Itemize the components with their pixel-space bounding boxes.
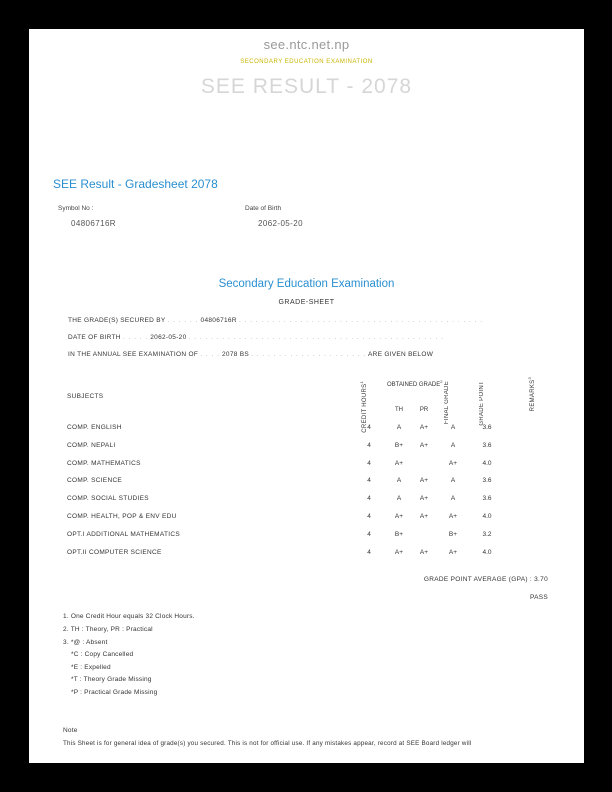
th-grade-cell: A+ (394, 459, 404, 467)
header-credit-hours: CREDIT HOURS$^1$ (359, 381, 368, 433)
header-remarks: REMARKS$^3$ (527, 377, 536, 412)
credit-cell: 4 (367, 441, 371, 449)
final-grade-cell: A (450, 477, 456, 485)
note-practical-missing: *P : Practical Grade Missing (71, 689, 158, 696)
sheet-title: GRADE-SHEET (278, 299, 335, 306)
exam-caption: SECONDARY EDUCATION EXAMINATION (240, 59, 373, 65)
subject-cell: OPT.II COMPUTER SCIENCE (67, 548, 162, 556)
subject-cell: COMP. SCIENCE (67, 477, 123, 485)
dob-value: 2062-05-20 (258, 219, 303, 228)
grade-point-cell: 3.6 (482, 424, 492, 431)
note-copy-cancelled: *C : Copy Cancelled (71, 651, 134, 658)
credit-cell: 4 (367, 530, 371, 538)
th-grade-cell: B+ (394, 441, 404, 449)
note-credit-hour: 1. One Credit Hour equals 32 Clock Hours. (63, 613, 195, 620)
dob-line-label: DATE OF BIRTH (68, 334, 121, 341)
symbol-label: Symbol No : (58, 205, 94, 212)
gradesheet-page (29, 29, 584, 763)
final-grade-cell: A (450, 424, 456, 431)
dob-line: DATE OF BIRTH . . . . . 2062-05-20 . . . . . . . . . . . . . . . . . . . . . . . . . . . . . . . . . . . . . . . . . . . . . . (68, 334, 444, 341)
grade-point-cell: 4.0 (482, 459, 492, 467)
th-grade-cell: A (396, 477, 402, 485)
exam-year-label: IN THE ANNUAL SEE EXAMINATION OF (68, 351, 199, 358)
secured-by-value: 04806716R (200, 317, 237, 324)
note-label: Note (63, 727, 78, 734)
subject-cell: OPT.I ADDITIONAL MATHEMATICS (67, 530, 181, 538)
dob-line-value: 2062-05-20 (150, 334, 187, 341)
subject-cell: COMP. MATHEMATICS (67, 459, 141, 467)
th-grade-cell: A (396, 424, 402, 431)
gradesheet-title: SEE Result - Gradesheet 2078 (53, 177, 218, 191)
credit-cell: 4 (367, 548, 371, 556)
credit-cell: 4 (367, 495, 371, 503)
th-grade-cell: A+ (394, 548, 404, 556)
th-grade-cell: B+ (394, 530, 404, 538)
note-expelled: *E : Expelled (71, 664, 111, 671)
dob-label: Date of Birth (245, 205, 282, 212)
credit-cell: 4 (367, 477, 371, 485)
subject-cell: COMP. SOCIAL STUDIES (67, 495, 149, 503)
final-grade-cell: A (450, 495, 456, 503)
exam-year-value: 2078 BS (222, 351, 250, 358)
final-grade-cell: B+ (448, 530, 458, 538)
header-th: TH (395, 407, 403, 413)
subject-cell: COMP. HEALTH, POP & ENV EDU (67, 513, 177, 520)
grade-point-cell: 3.2 (482, 530, 492, 538)
pr-grade-cell: A+ (419, 424, 429, 431)
symbol-value: 04806716R (71, 219, 116, 228)
grade-point-cell: 4.0 (482, 548, 492, 556)
grade-point-cell: 3.6 (482, 441, 492, 449)
grade-point-cell: 3.6 (482, 477, 492, 485)
grade-point-cell: 3.6 (482, 495, 492, 503)
final-grade-cell: A+ (448, 513, 458, 520)
note-absent: 3. *@ : Absent (63, 639, 108, 646)
pass-status: PASS (529, 594, 548, 601)
pr-grade-cell: A+ (419, 477, 429, 485)
pr-grade-cell: A+ (419, 495, 429, 503)
th-grade-cell: A (396, 495, 402, 503)
pr-grade-cell: A+ (419, 441, 429, 449)
note-text: This Sheet is for general idea of grade(s) you secured. This is not for official use. If any mistakes appear, record at SEE Board ledger will (63, 740, 472, 747)
pr-grade-cell: A+ (419, 548, 429, 556)
exam-year-line: IN THE ANNUAL SEE EXAMINATION OF . . . . 2078 BS . . . . . . . . . . . . . . . . . . . . . ARE GIVEN BELOW (68, 351, 434, 358)
grade-point-cell: 4.0 (482, 513, 492, 520)
exam-year-tail: ARE GIVEN BELOW (367, 351, 434, 358)
header-pr: PR (419, 407, 429, 413)
note-th-pr: 2. TH : Theory, PR : Practical (63, 626, 153, 633)
credit-cell: 4 (367, 513, 371, 520)
th-grade-cell: A+ (394, 513, 404, 520)
pr-grade-cell: A+ (419, 513, 429, 520)
header-grade-point: GRADE POINT (479, 381, 485, 426)
final-grade-cell: A+ (448, 548, 458, 556)
site-name[interactable]: see.ntc.net.np (263, 37, 350, 52)
subject-cell: COMP. NEPALI (67, 441, 116, 449)
subject-cell: COMP. ENGLISH (67, 424, 122, 431)
secured-by-line: THE GRADE(S) SECURED BY . . . . . . 04806716R . . . . . . . . . . . . . . . . . . . . . . . . . . . . . . . . . . . . . . . . . . . . (68, 317, 484, 324)
header-subjects: SUBJECTS (67, 393, 104, 400)
exam-name: Secondary Education Examination (218, 278, 395, 290)
header-obtained-grade: OBTAINED GRADE$^2$ (387, 379, 443, 388)
credit-cell: 4 (367, 424, 371, 431)
gpa-summary: GRADE POINT AVERAGE (GPA) : 3.70 (423, 576, 548, 583)
note-theory-missing: *T : Theory Grade Missing (71, 676, 152, 683)
header-final-grade: FINAL GRADE (444, 381, 450, 425)
secured-by-label: THE GRADE(S) SECURED BY (68, 317, 166, 324)
final-grade-cell: A (450, 441, 456, 449)
final-grade-cell: A+ (448, 459, 458, 467)
result-title: SEE RESULT - 2078 (200, 75, 413, 98)
credit-cell: 4 (367, 459, 371, 467)
